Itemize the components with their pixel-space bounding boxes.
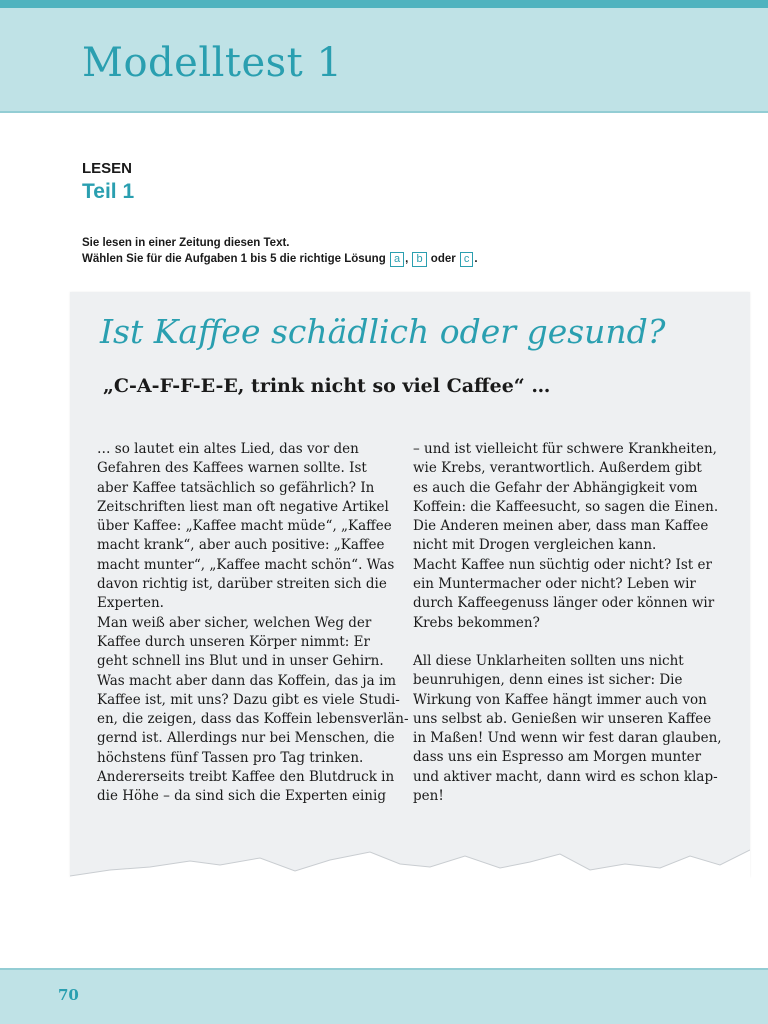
- article-line: macht krank“, aber auch positive: „Kaffee: [97, 537, 385, 554]
- part-label: Teil 1: [82, 180, 135, 203]
- footer-band: [0, 968, 768, 1024]
- article-line: – und ist vielleicht für schwere Krankheiten,: [413, 441, 717, 457]
- instructions-line-2-text: Wählen Sie für die Aufgaben 1 bis 5 die richtige Lösung: [82, 253, 386, 265]
- section-label: LESEN: [82, 160, 133, 177]
- option-b-box: b: [412, 252, 426, 267]
- article-line: macht munter“, „Kaffee macht schön“. Was: [97, 556, 395, 573]
- article-clipping: [70, 292, 750, 877]
- article-left-column: [97, 440, 409, 807]
- article-line: Koffein: die Kaffeesucht, so sagen die Einen.: [413, 498, 719, 515]
- paragraph-gap: [413, 633, 713, 652]
- article-line: und aktiver macht, dann wird es schon klap-: [413, 768, 718, 785]
- instructions-line-2: [82, 251, 478, 267]
- article-line: höchstens fünf Tassen pro Tag trinken.: [97, 749, 364, 766]
- article-line: pen!: [413, 788, 444, 805]
- article-line: Kaffee durch unseren Körper nimmt: Er: [97, 633, 370, 650]
- page-number: 70: [58, 986, 79, 1004]
- header-divider: [0, 111, 768, 113]
- instructions: [82, 235, 478, 267]
- article-line: Zeitschriften liest man oft negative Artikel: [97, 498, 389, 515]
- article-line: Man weiß aber sicher, welchen Weg der: [97, 614, 372, 631]
- article-line: Gefahren des Kaffees warnen sollte. Ist: [97, 460, 367, 477]
- torn-paper-edge: [70, 840, 750, 890]
- article-line: es auch die Gefahr der Abhängigkeit vom: [413, 479, 698, 496]
- article-line: die Höhe – da sind sich die Experten einig: [97, 788, 386, 805]
- article-line: dass uns ein Espresso am Morgen munter: [413, 749, 702, 766]
- article-line: uns selbst ab. Genießen wir unseren Kaffee: [413, 710, 712, 727]
- article-title: Ist Kaffee schädlich oder gesund?: [100, 312, 666, 351]
- article-line: Krebs bekommen?: [413, 614, 540, 631]
- article-right-column: [413, 440, 722, 806]
- option-separator-comma: ,: [405, 253, 409, 265]
- article-line: Experten.: [97, 595, 164, 612]
- article-line: Andererseits treibt Kaffee den Blutdruck in: [97, 769, 395, 786]
- option-separator-or: oder: [430, 253, 456, 265]
- article-subtitle: „C-A-F-F-E-E, trink nicht so viel Caffee“ …: [103, 375, 551, 397]
- article-line: beunruhigen, denn eines ist sicher: Die: [413, 672, 683, 689]
- page-title: Modelltest 1: [82, 40, 343, 86]
- article-line: nicht mit Drogen vergleichen kann.: [413, 537, 657, 554]
- article-line: aber Kaffee tatsächlich so gefährlich? In: [97, 479, 375, 496]
- article-line: gernd ist. Allerdings nur bei Menschen, die: [97, 730, 395, 747]
- instructions-period: .: [474, 253, 478, 265]
- article-line: Die Anderen meinen aber, dass man Kaffee: [413, 518, 709, 535]
- option-c-box: c: [460, 252, 474, 267]
- article-line: wie Krebs, verantwortlich. Außerdem gibt: [413, 460, 702, 477]
- article-line: Kaffee ist, mit uns? Dazu gibt es viele Studi-: [97, 691, 400, 708]
- option-a-box: a: [390, 252, 404, 267]
- article-line: davon richtig ist, darüber streiten sich die: [97, 576, 387, 593]
- article-line: geht schnell ins Blut und in unser Gehirn.: [97, 653, 384, 670]
- article-line: durch Kaffeegenuss länger oder können wir: [413, 595, 715, 612]
- article-line: Was macht aber dann das Koffein, das ja im: [97, 672, 397, 689]
- article-line: Wirkung von Kaffee hängt immer auch von: [413, 691, 707, 708]
- article-line: Macht Kaffee nun süchtig oder nicht? Ist er: [413, 556, 712, 573]
- article-line: ein Muntermacher oder nicht? Leben wir: [413, 576, 696, 593]
- article-line: … so lautet ein altes Lied, das vor den: [97, 441, 359, 457]
- article-line: All diese Unklarheiten sollten uns nicht: [413, 652, 684, 669]
- article-line: über Kaffee: „Kaffee macht müde“, „Kaffee: [97, 518, 392, 535]
- article-line: en, die zeigen, dass das Koffein lebensverlän-: [97, 711, 409, 728]
- article-line: in Maßen! Und wenn wir fest daran glauben,: [413, 730, 722, 747]
- instructions-line-1: Sie lesen in einer Zeitung diesen Text.: [82, 237, 290, 249]
